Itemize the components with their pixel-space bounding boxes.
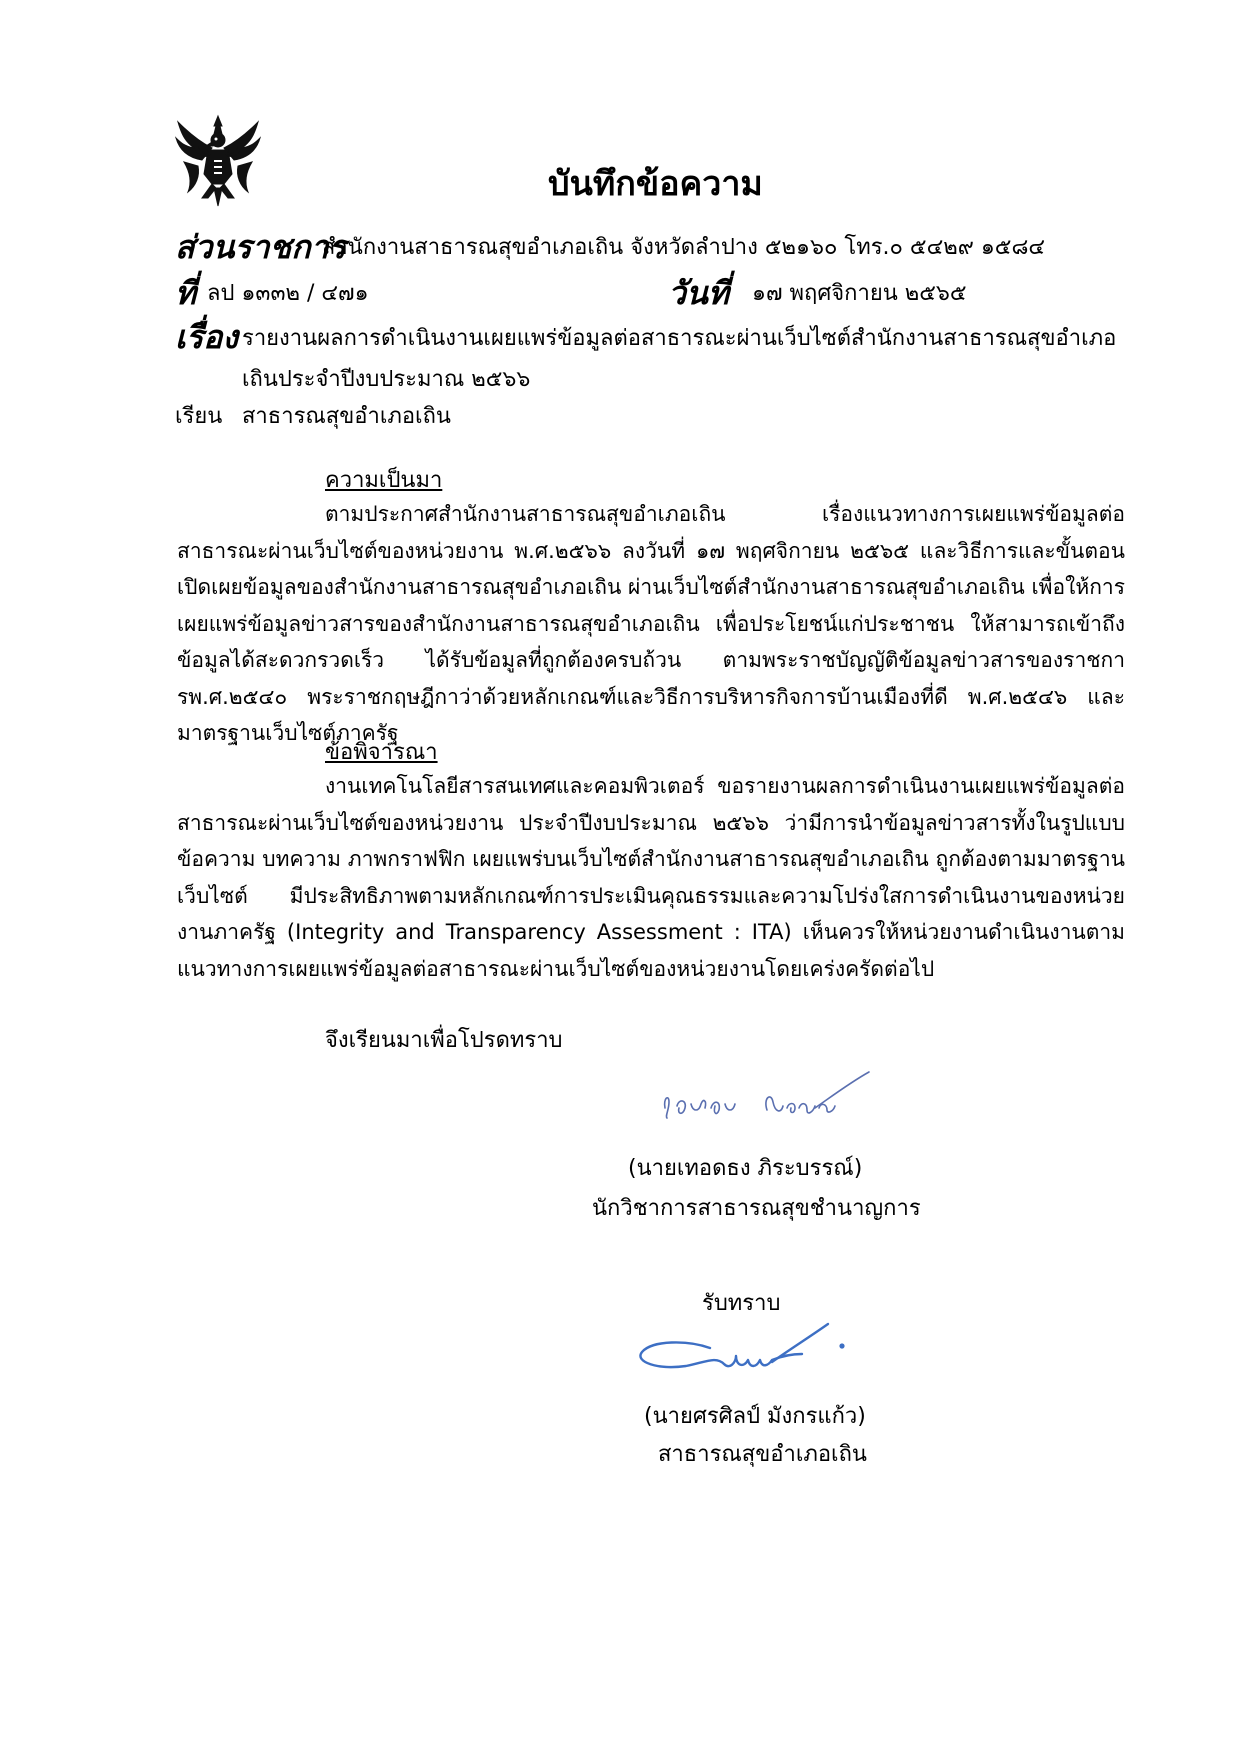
to-value: สาธารณสุขอำเภอเถิน xyxy=(242,404,451,429)
ref-label: ที่ xyxy=(175,274,197,312)
date-label: วันที่ xyxy=(668,274,729,312)
signature-1 xyxy=(655,1068,885,1134)
subject-label: เรื่อง xyxy=(175,318,238,356)
to-label: เรียน xyxy=(175,404,223,429)
department-label: ส่วนราชการ xyxy=(175,228,346,266)
background-heading: ความเป็นมา xyxy=(325,468,443,493)
consideration-paragraph: งานเทคโนโลยีสารสนเทศและคอมพิวเตอร์ ขอรายงานผลการดำเนินงานเผยแพร่ข้อมูลต่อสาธารณะผ่านเว็บไซต์ของหน่วยงาน ประจำปีงบประมาณ ๒๕๖๖ ว่ามีการนำข้อมูลข่าวสารทั้งในรูปแบบข้อความ บทความ ภาพกราฟฟิก เผยแพร่บนเว็บไซต์สำนักงานสาธารณสุขอำเภอเถิน ถูกต้องตามมาตรฐานเว็บไซต์ มีประสิทธิภาพตามหลักเกณฑ์การประเมินคุณธรรมและความโปร่งใสการดำเนินงานของหน่วยงานภาครัฐ (Integrity and Transparency Assessment : ITA) เห็นควรให้หน่วยงานดำเนินงานตามแนวทางการเผยแพร่ข้อมูลต่อสาธารณะผ่านเว็บไซต์ของหน่วยงานโดยเคร่งครัดต่อไป xyxy=(177,774,1125,981)
garuda-emblem-icon xyxy=(172,112,264,208)
background-paragraph: ตามประกาศสำนักงานสาธารณสุขอำเภอเถิน เรื่องแนวทางการเผยแพร่ข้อมูลต่อสาธารณะผ่านเว็บไซต์ของหน่วยงาน พ.ศ.๒๕๖๖ ลงวันที่ ๑๗ พฤศจิกายน ๒๕๖๕ และวิธีการและขั้นตอนเปิดเผยข้อมูลของสำนักงานสาธารณสุขอำเภอเถิน ผ่านเว็บไซต์สำนักงานสาธารณสุขอำเภอเถิน เพื่อให้การเผยแพร่ข้อมูลข่าวสารของสำนักงานสาธารณสุขอำเภอเถิน เพื่อประโยชน์แก่ประชาชน ให้สามารถเข้าถึงข้อมูลได้สะดวกรวดเร็ว ได้รับข้อมูลที่ถูกต้องครบถ้วน ตามพระราชบัญญัติข้อมูลข่าวสารของราชการพ.ศ.๒๕๔๐ พระราชกฤษฎีกาว่าด้วยหลักเกณฑ์และวิธีการบริหารกิจการบ้านเมืองที่ดี พ.ศ.๒๕๔๖ และมาตรฐานเว็บไซต์ภาครัฐ xyxy=(177,502,1125,745)
closing-text: จึงเรียนมาเพื่อโปรดทราบ xyxy=(325,1028,563,1053)
approver-position: สาธารณสุขอำเภอเถิน xyxy=(658,1442,867,1467)
acknowledged-text: รับทราบ xyxy=(702,1291,781,1316)
ref-value: ลป ๑๓๓๒ / ๔๗๑ xyxy=(207,281,369,306)
date-value: ๑๗ พฤศจิกายน ๒๕๖๕ xyxy=(752,281,967,306)
signer1-position: นักวิชาการสาธารณสุขชำนาญการ xyxy=(592,1196,921,1221)
consideration-heading: ข้อพิจารณา xyxy=(325,740,438,765)
subject-line-2: เถินประจำปีงบประมาณ ๒๕๖๖ xyxy=(242,367,531,392)
approver-name: (นายศรศิลป์ มังกรแก้ว) xyxy=(644,1404,866,1429)
page-title: บันทึกข้อความ xyxy=(548,164,763,204)
department-value: สำนักงานสาธารณสุขอำเภอเถิน จังหวัดลำปาง ๕๒๑๖๐ โทร.๐ ๕๔๒๙ ๑๕๘๔ xyxy=(322,235,1046,260)
signer1-name: (นายเทอดธง ภิระบรรณ์) xyxy=(628,1156,863,1181)
signature-2 xyxy=(632,1318,862,1398)
subject-line-1: รายงานผลการดำเนินงานเผยแพร่ข้อมูลต่อสาธารณะผ่านเว็บไซต์สำนักงานสาธารณสุขอำเภอ xyxy=(242,326,1117,351)
